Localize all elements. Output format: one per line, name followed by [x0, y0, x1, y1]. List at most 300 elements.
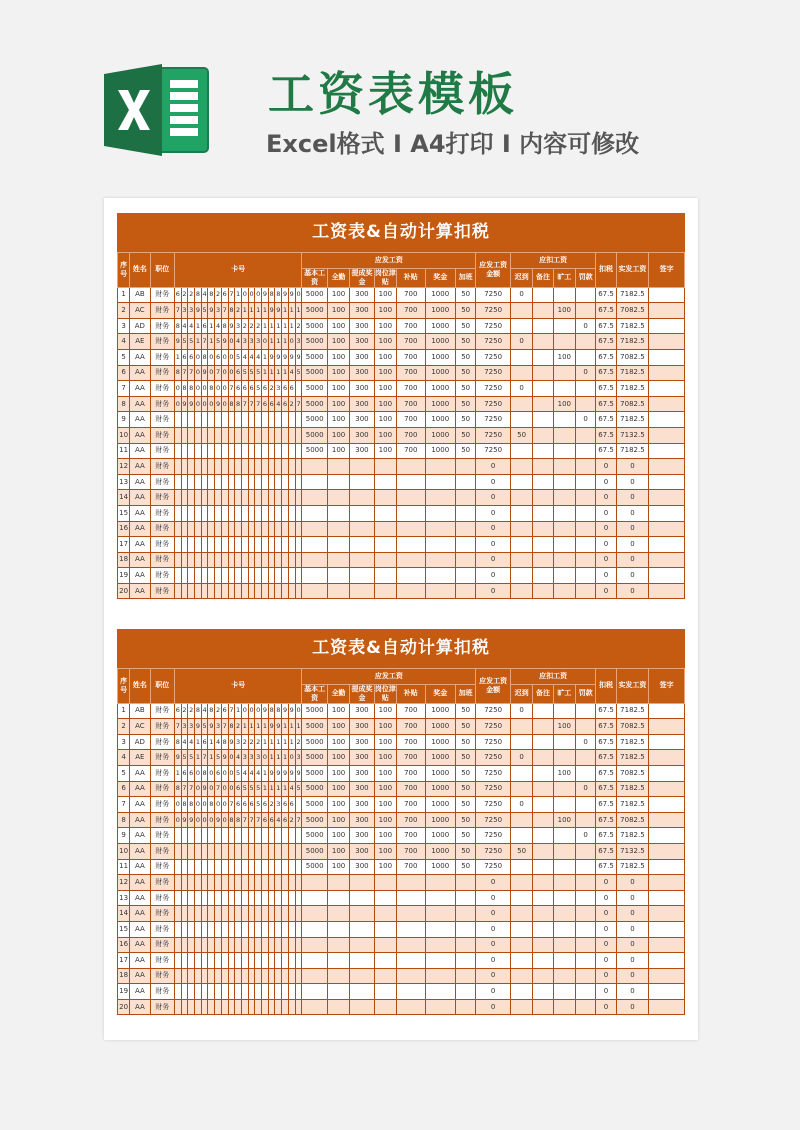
cell-sign[interactable] [649, 568, 685, 584]
cell-card-digit [268, 953, 275, 969]
cell-card-digit: 0 [248, 287, 255, 303]
cell-late [510, 953, 532, 969]
cell-base-salary: 5000 [302, 734, 327, 750]
cell-card-digit [195, 490, 202, 506]
cell-card-digit [208, 859, 215, 875]
cell-sign[interactable] [649, 984, 685, 1000]
cell-card-digit [188, 859, 195, 875]
cell-card-digit [268, 505, 275, 521]
cell-sign[interactable] [649, 303, 685, 319]
cell-card-digit [215, 843, 222, 859]
cell-sign[interactable] [649, 412, 685, 428]
cell-card-digit: 1 [262, 365, 269, 381]
cell-sign[interactable] [649, 859, 685, 875]
cell-payable-total: 0 [476, 999, 511, 1015]
cell-note [533, 968, 553, 984]
cell-note [533, 812, 553, 828]
cell-card-digit: 3 [275, 381, 282, 397]
cell-net-pay: 7182.5 [616, 287, 649, 303]
cell-subsidy [397, 906, 425, 922]
cell-bonus: 1000 [425, 750, 456, 766]
cell-card-digit: 4 [275, 812, 282, 828]
cell-late [510, 765, 532, 781]
cell-card-digit [295, 968, 302, 984]
cell-base-salary [302, 953, 327, 969]
cell-sign[interactable] [649, 474, 685, 490]
cell-card-digit: 1 [235, 287, 242, 303]
cell-card-digit [195, 459, 202, 475]
cell-card-digit: 6 [174, 703, 181, 719]
cell-card-digit [275, 537, 282, 553]
cell-card-digit: 7 [201, 334, 208, 350]
cell-note [533, 843, 553, 859]
cell-attendance [327, 906, 349, 922]
cell-card-digit [248, 984, 255, 1000]
cell-name: AA [130, 937, 150, 953]
cell-fine [576, 937, 596, 953]
cell-card-digit [215, 412, 222, 428]
cell-card-digit: 0 [228, 765, 235, 781]
cell-tax: 67.5 [596, 734, 616, 750]
cell-note [533, 875, 553, 891]
cell-seq: 19 [118, 568, 130, 584]
cell-bonus: 1000 [425, 381, 456, 397]
cell-card-digit [181, 921, 188, 937]
cell-overtime [456, 906, 476, 922]
cell-sign[interactable] [649, 953, 685, 969]
cell-payable-total: 0 [476, 537, 511, 553]
cell-payable-total: 7250 [476, 381, 511, 397]
subheader-4: 补贴 [397, 684, 425, 703]
cell-card-digit [228, 875, 235, 891]
cell-sign[interactable] [649, 921, 685, 937]
cell-commission [350, 459, 374, 475]
cell-card-digit: 7 [215, 781, 222, 797]
cell-attendance: 100 [327, 828, 349, 844]
cell-card-digit [215, 953, 222, 969]
cell-card-digit [215, 875, 222, 891]
cell-card-digit [181, 984, 188, 1000]
cell-card-digit: 1 [275, 734, 282, 750]
cell-card-digit: 4 [241, 349, 248, 365]
cell-card-digit: 1 [195, 750, 202, 766]
cell-card-digit: 2 [288, 396, 295, 412]
cell-card-digit: 4 [275, 396, 282, 412]
cell-note [533, 303, 553, 319]
cell-seq: 15 [118, 505, 130, 521]
cell-overtime [456, 953, 476, 969]
cell-sign[interactable] [649, 828, 685, 844]
cell-card-digit [215, 443, 222, 459]
cell-card-digit: 9 [288, 287, 295, 303]
cell-absence [553, 703, 575, 719]
cell-card-digit [248, 459, 255, 475]
cell-card-digit [268, 859, 275, 875]
cell-card-digit: 0 [195, 781, 202, 797]
cell-tax: 67.5 [596, 365, 616, 381]
cell-fine [576, 349, 596, 365]
cell-sign[interactable] [649, 906, 685, 922]
cell-seq: 13 [118, 890, 130, 906]
cell-card-digit [235, 906, 242, 922]
cell-card-digit: 8 [275, 703, 282, 719]
cell-card-digit: 8 [174, 734, 181, 750]
cell-sign[interactable] [649, 396, 685, 412]
cell-card-digit [295, 890, 302, 906]
cell-name: AA [130, 443, 150, 459]
cell-card-digit: 1 [248, 303, 255, 319]
cell-card-digit: 4 [181, 734, 188, 750]
cell-subsidy [397, 999, 425, 1015]
page-title: 工资表模板 [268, 67, 518, 121]
cell-sign[interactable] [649, 843, 685, 859]
cell-commission: 300 [350, 734, 374, 750]
cell-post-allowance: 100 [374, 812, 396, 828]
cell-card-digit [228, 459, 235, 475]
cell-bonus [425, 537, 456, 553]
cell-card-digit [288, 828, 295, 844]
cell-sign[interactable] [649, 521, 685, 537]
cell-post-allowance [374, 875, 396, 891]
cell-card-digit [181, 999, 188, 1015]
cell-card-digit: 3 [255, 334, 262, 350]
cell-sign[interactable] [649, 875, 685, 891]
cell-sign[interactable] [649, 999, 685, 1015]
table-row [118, 334, 685, 350]
cell-base-salary [302, 999, 327, 1015]
cell-sign[interactable] [649, 719, 685, 735]
cell-net-pay: 0 [616, 968, 649, 984]
cell-commission [350, 490, 374, 506]
cell-payable-total: 0 [476, 490, 511, 506]
cell-base-salary [302, 937, 327, 953]
cell-sign[interactable] [649, 937, 685, 953]
cell-card-digit [288, 459, 295, 475]
cell-card-digit: 2 [241, 318, 248, 334]
cell-card-digit [262, 828, 269, 844]
cell-name: AA [130, 537, 150, 553]
cell-card-digit [181, 583, 188, 599]
cell-card-digit [288, 906, 295, 922]
table-row [118, 537, 685, 553]
cell-card-digit: 6 [282, 381, 289, 397]
cell-card-digit [195, 474, 202, 490]
cell-card-digit: 8 [181, 381, 188, 397]
cell-commission: 300 [350, 412, 374, 428]
cell-card-digit: 1 [282, 734, 289, 750]
cell-card-digit: 0 [228, 781, 235, 797]
cell-commission [350, 552, 374, 568]
cell-attendance: 100 [327, 287, 349, 303]
cell-overtime: 50 [456, 396, 476, 412]
cell-card-digit [235, 953, 242, 969]
cell-late [510, 474, 532, 490]
cell-sign[interactable] [649, 968, 685, 984]
cell-card-digit: 3 [248, 750, 255, 766]
cell-subsidy [397, 921, 425, 937]
cell-sign[interactable] [649, 537, 685, 553]
cell-card-digit [181, 968, 188, 984]
cell-tax: 67.5 [596, 765, 616, 781]
cell-tax: 0 [596, 552, 616, 568]
cell-card-digit [181, 443, 188, 459]
cell-position: 财务 [150, 703, 174, 719]
cell-card-digit [201, 583, 208, 599]
cell-sign[interactable] [649, 797, 685, 813]
cell-late: 0 [510, 334, 532, 350]
cell-sign[interactable] [649, 365, 685, 381]
cell-card-digit [235, 937, 242, 953]
cell-post-allowance [374, 921, 396, 937]
cell-card-digit: 8 [268, 287, 275, 303]
cell-sign[interactable] [649, 459, 685, 475]
cell-card-digit [188, 937, 195, 953]
cell-sign[interactable] [649, 334, 685, 350]
cell-tax: 0 [596, 906, 616, 922]
cell-card-digit: 0 [288, 334, 295, 350]
cell-bonus: 1000 [425, 349, 456, 365]
cell-card-digit [195, 568, 202, 584]
cell-late [510, 859, 532, 875]
cell-card-digit: 9 [221, 334, 228, 350]
cell-card-digit [221, 427, 228, 443]
cell-card-digit: 9 [268, 303, 275, 319]
cell-card-digit [228, 427, 235, 443]
cell-card-digit [201, 875, 208, 891]
table-row [118, 843, 685, 859]
cell-commission: 300 [350, 303, 374, 319]
cell-card-digit [282, 999, 289, 1015]
cell-post-allowance: 100 [374, 349, 396, 365]
cell-sign[interactable] [649, 734, 685, 750]
cell-payable-total: 7250 [476, 334, 511, 350]
subheader-5: 奖金 [425, 684, 456, 703]
cell-absence: 100 [553, 396, 575, 412]
cell-net-pay: 0 [616, 490, 649, 506]
cell-card-digit [241, 953, 248, 969]
cell-overtime: 50 [456, 781, 476, 797]
cell-commission: 300 [350, 797, 374, 813]
cell-late [510, 890, 532, 906]
cell-name: AD [130, 318, 150, 334]
cell-sign[interactable] [649, 781, 685, 797]
cell-card-digit [241, 921, 248, 937]
cell-card-digit [268, 474, 275, 490]
cell-overtime: 50 [456, 318, 476, 334]
cell-payable-total: 7250 [476, 812, 511, 828]
cell-card-digit [201, 412, 208, 428]
cell-overtime: 50 [456, 287, 476, 303]
cell-sign[interactable] [649, 443, 685, 459]
cell-fine [576, 843, 596, 859]
cell-card-digit: 9 [295, 349, 302, 365]
cell-card-digit: 2 [241, 734, 248, 750]
cell-bonus: 1000 [425, 443, 456, 459]
cell-card-digit [221, 521, 228, 537]
cell-card-digit [282, 859, 289, 875]
cell-card-digit [282, 953, 289, 969]
cell-bonus: 1000 [425, 427, 456, 443]
cell-card-digit [195, 953, 202, 969]
cell-card-digit [235, 875, 242, 891]
cell-card-digit [174, 968, 181, 984]
cell-late: 0 [510, 703, 532, 719]
table-row [118, 349, 685, 365]
table-row [118, 459, 685, 475]
cell-subsidy: 700 [397, 765, 425, 781]
cell-bonus [425, 937, 456, 953]
cell-subsidy [397, 521, 425, 537]
cell-net-pay: 7182.5 [616, 318, 649, 334]
cell-sign[interactable] [649, 765, 685, 781]
cell-card-digit [188, 568, 195, 584]
cell-name: AA [130, 890, 150, 906]
table-row [118, 812, 685, 828]
cell-tax: 67.5 [596, 334, 616, 350]
cell-net-pay: 0 [616, 953, 649, 969]
cell-card-digit: 0 [215, 381, 222, 397]
cell-payable-total: 7250 [476, 719, 511, 735]
cell-sign[interactable] [649, 583, 685, 599]
cell-card-digit [181, 427, 188, 443]
cell-payable-total: 7250 [476, 349, 511, 365]
cell-sign[interactable] [649, 505, 685, 521]
cell-absence [553, 490, 575, 506]
cell-seq: 7 [118, 381, 130, 397]
cell-card-digit [208, 521, 215, 537]
cell-card-digit [262, 890, 269, 906]
cell-card-digit [188, 968, 195, 984]
cell-net-pay: 7182.5 [616, 781, 649, 797]
cell-card-digit [275, 999, 282, 1015]
cell-base-salary [302, 505, 327, 521]
cell-note [533, 765, 553, 781]
cell-net-pay: 0 [616, 984, 649, 1000]
cell-card-digit [288, 443, 295, 459]
subheader-7: 迟到 [510, 684, 532, 703]
cell-tax: 0 [596, 583, 616, 599]
cell-net-pay: 7082.5 [616, 812, 649, 828]
cell-absence [553, 937, 575, 953]
cell-card-digit [228, 859, 235, 875]
cell-card-digit: 0 [215, 797, 222, 813]
cell-post-allowance [374, 984, 396, 1000]
cell-card-digit [195, 984, 202, 1000]
cell-commission [350, 906, 374, 922]
cell-late [510, 365, 532, 381]
cell-card-digit [195, 552, 202, 568]
subheader-8: 备注 [533, 684, 553, 703]
cell-sign[interactable] [649, 552, 685, 568]
cell-subsidy: 700 [397, 427, 425, 443]
cell-name: AB [130, 287, 150, 303]
cell-card-digit: 2 [181, 703, 188, 719]
cell-sign[interactable] [649, 703, 685, 719]
cell-card-digit: 0 [255, 703, 262, 719]
cell-sign[interactable] [649, 381, 685, 397]
cell-sign[interactable] [649, 812, 685, 828]
cell-card-digit: 2 [288, 812, 295, 828]
cell-card-digit [174, 828, 181, 844]
cell-subsidy [397, 875, 425, 891]
cell-card-digit: 0 [208, 781, 215, 797]
cell-post-allowance [374, 953, 396, 969]
cell-card-digit: 9 [268, 349, 275, 365]
cell-absence [553, 381, 575, 397]
cell-position: 财务 [150, 843, 174, 859]
cell-card-digit [201, 999, 208, 1015]
cell-sign[interactable] [649, 318, 685, 334]
cell-card-digit: 7 [228, 287, 235, 303]
cell-sign[interactable] [649, 490, 685, 506]
cell-sign[interactable] [649, 287, 685, 303]
cell-position: 财务 [150, 859, 174, 875]
cell-position: 财务 [150, 303, 174, 319]
cell-card-digit: 6 [221, 287, 228, 303]
cell-card-digit: 2 [295, 318, 302, 334]
cell-card-digit: 1 [275, 781, 282, 797]
cell-card-digit [201, 552, 208, 568]
cell-late [510, 505, 532, 521]
cell-fine: 0 [576, 781, 596, 797]
cell-sign[interactable] [649, 890, 685, 906]
cell-card-digit [181, 953, 188, 969]
cell-card-digit: 9 [208, 303, 215, 319]
cell-card-digit [275, 843, 282, 859]
cell-card-digit: 9 [221, 750, 228, 766]
cell-sign[interactable] [649, 750, 685, 766]
cell-card-digit [188, 505, 195, 521]
cell-card-digit [295, 937, 302, 953]
cell-card-digit [248, 828, 255, 844]
cell-fine [576, 303, 596, 319]
cell-card-digit [282, 552, 289, 568]
cell-card-digit: 2 [188, 703, 195, 719]
cell-attendance: 100 [327, 765, 349, 781]
cell-card-digit [181, 890, 188, 906]
cell-attendance: 100 [327, 365, 349, 381]
cell-card-digit: 4 [255, 765, 262, 781]
cell-card-digit [228, 490, 235, 506]
cell-sign[interactable] [649, 427, 685, 443]
cell-card-digit [295, 984, 302, 1000]
cell-card-digit [174, 953, 181, 969]
cell-card-digit: 6 [248, 797, 255, 813]
cell-card-digit: 1 [288, 318, 295, 334]
cell-card-digit [275, 552, 282, 568]
cell-post-allowance: 100 [374, 703, 396, 719]
cell-name: AA [130, 365, 150, 381]
cell-card-digit [255, 890, 262, 906]
cell-card-digit: 9 [275, 719, 282, 735]
cell-card-digit: 4 [288, 781, 295, 797]
cell-sign[interactable] [649, 349, 685, 365]
cell-card-digit [174, 427, 181, 443]
cell-card-digit: 3 [235, 318, 242, 334]
cell-commission [350, 537, 374, 553]
cell-overtime: 50 [456, 303, 476, 319]
cell-card-digit [268, 984, 275, 1000]
cell-card-digit [282, 984, 289, 1000]
cell-card-digit [282, 968, 289, 984]
cell-card-digit [282, 875, 289, 891]
cell-tax: 67.5 [596, 797, 616, 813]
cell-card-digit [262, 568, 269, 584]
cell-card-digit [282, 412, 289, 428]
cell-card-digit [174, 859, 181, 875]
cell-post-allowance [374, 459, 396, 475]
cell-card-digit [208, 875, 215, 891]
